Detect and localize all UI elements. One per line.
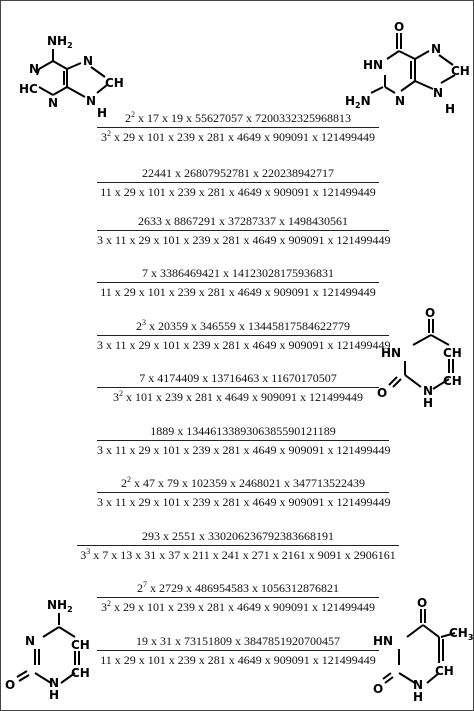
cytosine-n3: N	[25, 634, 36, 648]
cytosine-o: O	[5, 678, 16, 692]
cytosine-nh2: $NH_2$	[47, 598, 73, 614]
fraction-denominator: 3 x 11 x 29 x 101 x 239 x 281 x 4649 x 909091 x 121499449	[97, 495, 391, 509]
fraction-denominator: $3^3$ x 7 x 13 x 31 x 37 x 211 x 241 x 271 x 2161 x 9091 x 2906161	[80, 547, 396, 562]
fraction-numerator: 19 x 31 x 73151809 x 3847851920700457	[136, 634, 340, 648]
cytosine-ch6: CH	[71, 666, 90, 680]
fraction-bar	[97, 650, 379, 651]
guanine-h2n: $H_2N$	[345, 94, 371, 110]
fraction-bar	[97, 597, 379, 598]
uracil-hn3: HN	[381, 346, 402, 360]
thymine-o4: O	[417, 596, 428, 610]
fraction	[77, 529, 399, 562]
adenine-n3: N	[48, 96, 59, 110]
fraction	[97, 266, 379, 299]
thymine-n1: N	[413, 678, 424, 692]
adenine-n1: N	[29, 62, 40, 76]
fraction	[97, 166, 379, 199]
thymine-hn3: HN	[373, 634, 394, 648]
fraction	[97, 476, 389, 509]
fraction-numerator: $2^2$ x 17 x 19 x 55627057 x 7200332325968813	[125, 110, 351, 125]
fraction-numerator: $2^3$ x 20359 x 346559 x 13445817584622779	[136, 318, 350, 333]
fraction-bar	[97, 182, 379, 183]
fraction	[97, 319, 389, 352]
thymine-ch3: $CH_3$	[449, 626, 474, 642]
uracil-structure	[375, 307, 474, 411]
cytosine-h1: H	[49, 688, 60, 702]
adenine-h9: H	[97, 106, 108, 120]
adenine-structure	[11, 31, 131, 121]
adenine-nh2: $NH_2$	[47, 34, 73, 50]
fraction-numerator: 7 x 4174409 x 13716463 x 11670170507	[139, 371, 337, 385]
uracil-n1: N	[423, 384, 434, 398]
fraction-denominator: 3 x 11 x 29 x 101 x 239 x 281 x 4649 x 909091 x 121499449	[97, 233, 391, 247]
thymine-structure	[371, 593, 474, 705]
cytosine-n1: N	[49, 676, 60, 690]
thymine-o2: O	[373, 682, 384, 696]
adenine-n7: N	[83, 54, 94, 68]
fraction-denominator: 3 x 11 x 29 x 101 x 239 x 281 x 4649 x 909091 x 121499449	[97, 338, 391, 352]
adenine-ch8: CH	[105, 76, 124, 90]
fraction-numerator: $2^2$ x 47 x 79 x 102359 x 2468021 x 347713522439	[121, 475, 365, 490]
fraction-bar	[97, 335, 389, 336]
fraction-bar	[97, 492, 389, 493]
fraction	[97, 214, 389, 247]
cytosine-ch5: CH	[71, 638, 90, 652]
fraction-numerator: $2^7$ x 2729 x 486954583 x 1056312876821	[137, 580, 339, 595]
fraction-bar	[97, 127, 379, 128]
fraction-numerator: 293 x 2551 x 330206236792383668191	[142, 529, 334, 543]
guanine-ch8: CH	[451, 64, 470, 78]
guanine-n7: N	[431, 42, 442, 56]
guanine-hn1: HN	[363, 58, 384, 72]
guanine-n9: N	[433, 86, 444, 100]
fraction	[97, 424, 389, 457]
fraction-denominator: $3^2$ x 101 x 239 x 281 x 4649 x 909091 x 121499449	[113, 389, 363, 404]
fraction-denominator: 11 x 29 x 101 x 239 x 281 x 4649 x 909091 x 121499449	[100, 185, 376, 199]
uracil-o2: O	[377, 386, 388, 400]
fraction-bar	[77, 545, 399, 546]
fraction-bar	[97, 440, 389, 441]
fraction-denominator: 3 x 11 x 29 x 101 x 239 x 281 x 4649 x 909091 x 121499449	[97, 443, 391, 457]
thymine-ch6: CH	[435, 664, 454, 678]
fraction-bar	[97, 282, 379, 283]
fraction-numerator: 1889 x 1344613389306385590121189	[150, 424, 336, 438]
uracil-o4: O	[425, 307, 436, 320]
fraction	[97, 634, 379, 667]
fraction-denominator: 11 x 29 x 101 x 239 x 281 x 4649 x 909091 x 121499449	[100, 285, 376, 299]
fraction	[97, 581, 379, 614]
fraction-bar	[97, 387, 379, 388]
uracil-ch6: CH	[443, 374, 462, 388]
guanine-o: O	[394, 20, 405, 34]
fraction	[97, 371, 379, 404]
fraction-numerator: 2633 x 8867291 x 37287337 x 1498430561	[138, 214, 348, 228]
uracil-h1: H	[423, 396, 434, 410]
cytosine-structure	[3, 593, 99, 705]
thymine-h1: H	[413, 690, 424, 704]
fraction-bar	[97, 230, 389, 231]
fraction-denominator: $3^2$ x 29 x 101 x 239 x 281 x 4649 x 909091 x 121499449	[101, 129, 375, 144]
guanine-n3: N	[395, 94, 406, 108]
adenine-hc2: HC	[19, 82, 38, 96]
guanine-h9: H	[445, 102, 456, 116]
fraction-numerator: 22441 x 26807952781 x 220238942717	[142, 166, 334, 180]
fraction-denominator: 11 x 29 x 101 x 239 x 281 x 4649 x 909091 x 121499449	[100, 653, 376, 667]
fraction-numerator: 7 x 3386469421 x 14123028175936831	[142, 266, 334, 280]
uracil-ch5: CH	[443, 346, 462, 360]
adenine-n9: N	[86, 94, 97, 108]
guanine-structure	[337, 19, 473, 119]
fraction-denominator: $3^2$ x 29 x 101 x 239 x 281 x 4649 x 909091 x 121499449	[101, 599, 375, 614]
